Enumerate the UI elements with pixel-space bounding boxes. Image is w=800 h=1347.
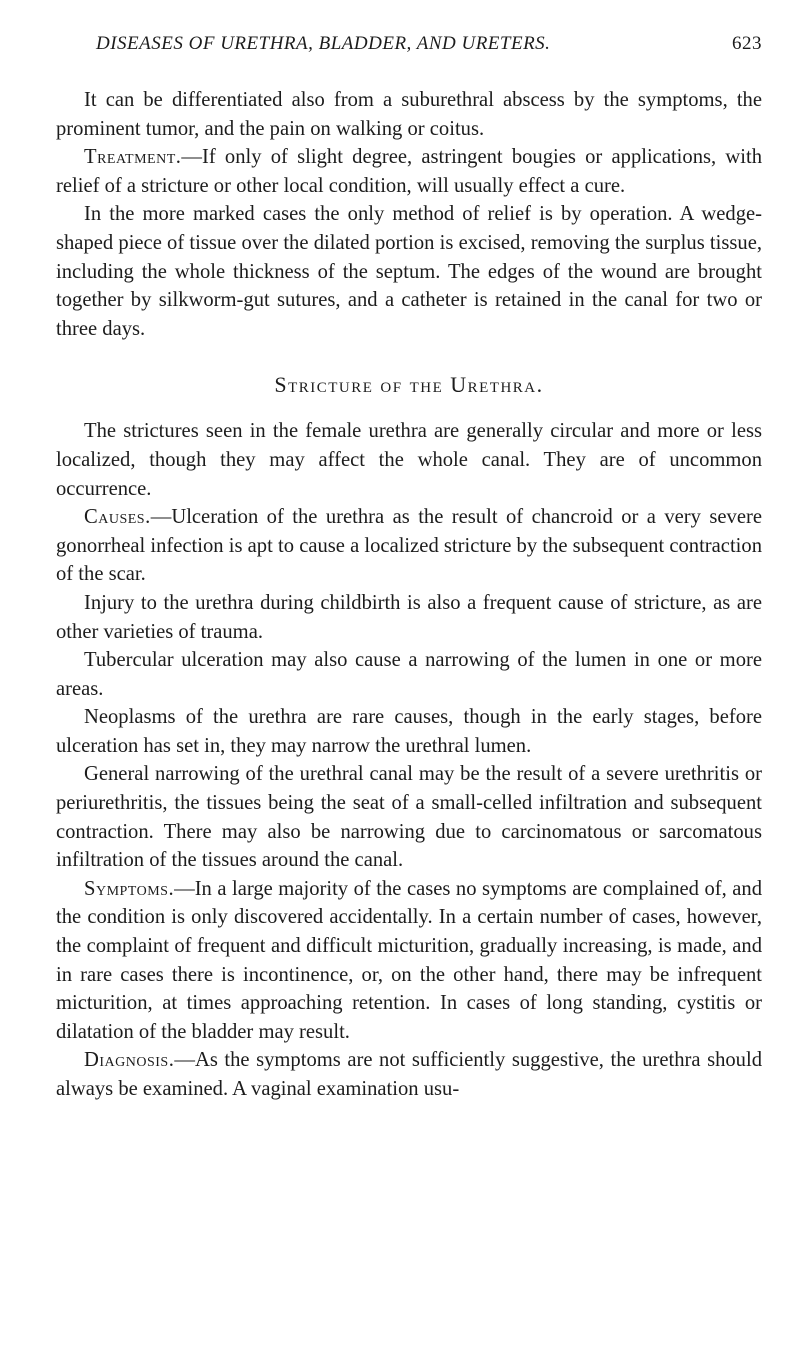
- paragraph: [56, 760, 762, 874]
- running-head: [96, 30, 762, 58]
- paragraph-text: Neoplasms of the urethra are rare causes, though in the early stages, before ulceration has set in, they may narrow the urethral lumen.: [56, 706, 762, 757]
- paragraph: [56, 143, 762, 200]
- paragraph-text: In the more marked cases the only method of relief is by operation. A wedge-shaped piece of tissue over the dilated portion is excised, removing the surplus tissue, including the whole thickness of the septum. The edges of the wound are brought together by silkworm-gut sutures, and a catheter is retained in the canal for two or three days.: [56, 203, 762, 340]
- paragraph-lead: Causes.: [84, 506, 151, 529]
- paragraph: [56, 703, 762, 760]
- paragraph: [56, 1046, 762, 1103]
- page-number: 623: [732, 33, 762, 54]
- paragraph-text: It can be differentiated also from a suburethral abscess by the symptoms, the prominent tumor, and the pain on walking or coitus.: [56, 89, 762, 140]
- paragraph-text: —In a large majority of the cases no symptoms are complained of, and the condition is only discovered accidentally. In a certain number of cases, however, the complaint of frequent and difficult micturition, gradually increasing, is made, and in rare cases there is incontinence, or, on the other hand, there may be infrequent micturition, at times approaching retention. In cases of long standing, cystitis or dilatation of the bladder may result.: [56, 877, 762, 1043]
- paragraph: [56, 503, 762, 589]
- paragraph-text: General narrowing of the urethral canal may be the result of a severe urethritis or periurethritis, the tissues being the seat of a small-celled infiltration and subsequent contraction. There may also be narrowing due to carcinomatous or sarcomatous infiltration of the tissues around the canal.: [56, 763, 762, 872]
- paragraph: [56, 646, 762, 703]
- paragraph-text: —Ulceration of the urethra as the result of chancroid or a very severe gonorrheal infection is apt to cause a localized stricture by the subsequent contraction of the scar.: [56, 506, 762, 586]
- paragraph: [56, 589, 762, 646]
- running-head-title: DISEASES OF URETHRA, BLADDER, AND URETERS.: [96, 33, 551, 54]
- paragraph-text: Injury to the urethra during childbirth is also a frequent cause of stricture, as are other varieties of trauma.: [56, 591, 762, 643]
- paragraph-text: Tubercular ulceration may also cause a narrowing of the lumen in one or more areas.: [56, 649, 762, 700]
- paragraph: [56, 417, 762, 503]
- paragraph-lead: Treatment.: [84, 146, 182, 169]
- body-text: [56, 86, 762, 1104]
- paragraph-text: —If only of slight degree, astringent bougies or applications, with relief of a stricture or other local condition, will usually effect a cure.: [56, 146, 762, 197]
- paragraph: [56, 200, 762, 343]
- paragraph-lead: Symptoms.: [84, 877, 175, 900]
- paragraph: [56, 875, 762, 1047]
- paragraph-text: The strictures seen in the female urethra are generally circular and more or less localized, though they may affect the whole canal. They are of uncommon occurrence.: [56, 420, 762, 500]
- paragraph-text: —As the symptoms are not sufficiently suggestive, the urethra should always be examined. A vaginal examination usu-: [56, 1049, 762, 1100]
- section-heading: Stricture of the Urethra.: [274, 372, 544, 398]
- book-page: [56, 30, 762, 1104]
- paragraph: [56, 86, 762, 143]
- paragraph-lead: Diagnosis.: [84, 1049, 175, 1072]
